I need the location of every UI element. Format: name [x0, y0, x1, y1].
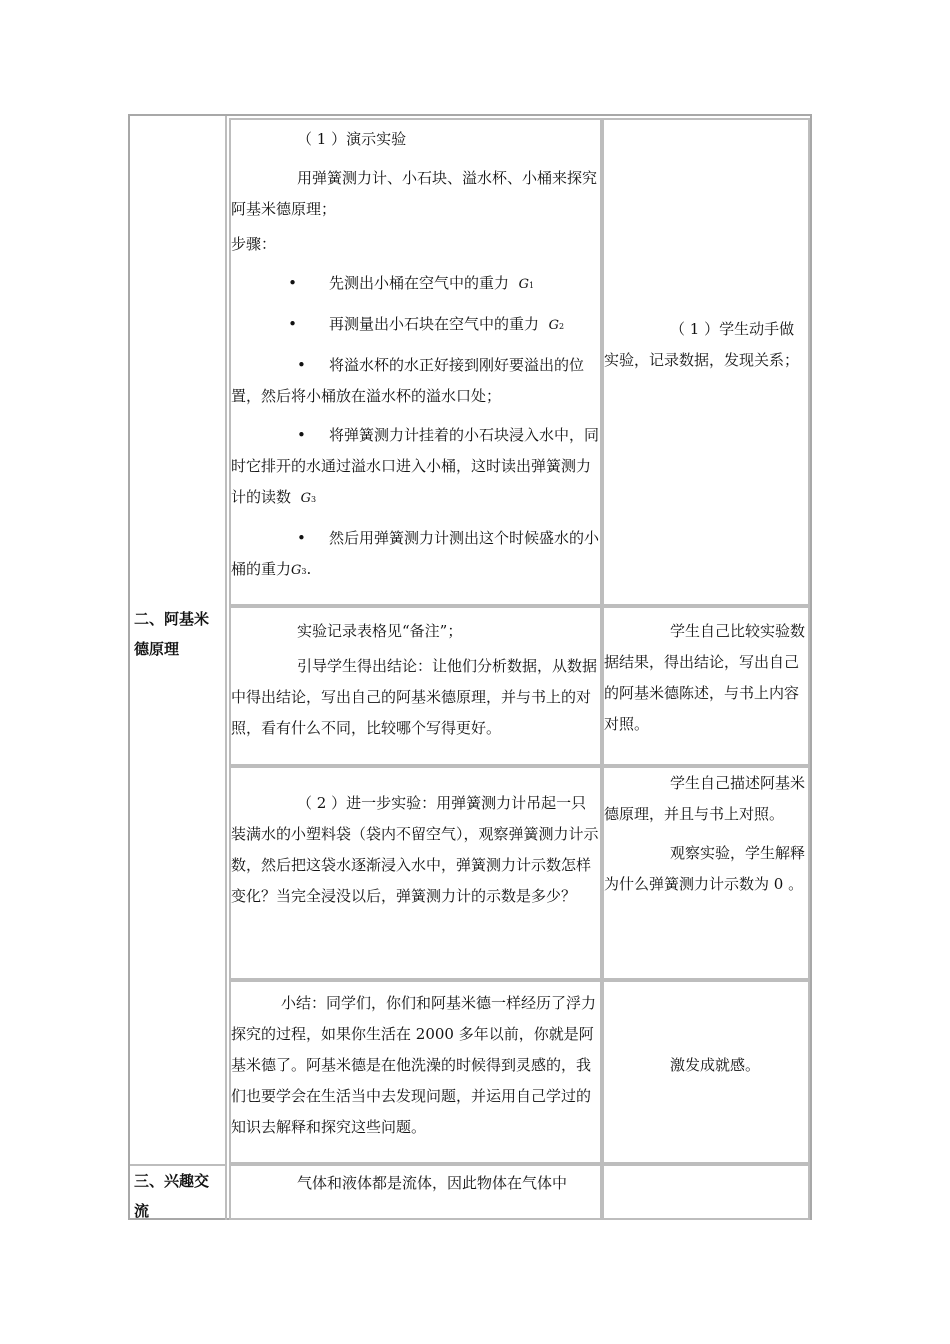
summary: 小结：同学们，你们和阿基米德一样经历了浮力探究的过程，如果你生活在 2000 多年以前，你就是阿基米德了。阿基米德是在他洗澡的时候得到灵感的，我们也要学会在生活当中去发现问题，并运用自己学过的知识去解释和探究这些问题。 [231, 994, 597, 1136]
student-activity: 观察实验，学生解释为什么弹簧测力计示数为 0 。 [604, 844, 806, 893]
section-cell-archimedes [130, 116, 227, 1166]
bullet-icon: • [288, 315, 297, 333]
demo-title: （ 1 ）演示实验 [297, 130, 407, 148]
step-item: • 将弹簧测力计挂着的小石块浸入水中，同时它排开的水通过溢水口进入小桶，这时读出弹簧测力计的读数 G3 [231, 420, 600, 515]
bullet-icon: • [297, 529, 306, 547]
student-activity: 学生自己比较实验数据结果，得出结论，写出自己的阿基米德陈述，与书上内容对照。 [604, 622, 806, 733]
steps-label: 步骤： [231, 235, 277, 253]
fluid-intro: 气体和液体都是流体，因此物体在气体中 [297, 1174, 568, 1192]
row3-content-cell [229, 766, 602, 980]
row1-student-cell [602, 118, 810, 606]
row2-student-cell [602, 606, 810, 766]
row1-content-cell [229, 118, 602, 606]
further-experiment: （ 2 ）进一步实验：用弹簧测力计吊起一只装满水的小塑料袋（袋内不留空气），观察弹簧测力计示数，然后把这袋水逐渐浸入水中，弹簧测力计示数怎样变化？当完全浸没以后，弹簧测力计的示数是多少？ [231, 794, 599, 905]
lesson-table [128, 114, 812, 1220]
bullet-icon: • [297, 426, 306, 444]
student-activity: 激发成就感。 [670, 1056, 761, 1074]
guide-conclusion: 引导学生得出结论：让他们分析数据，从数据中得出结论，写出自己的阿基米德原理，并与书上的对照，看有什么不同，比较哪个写得更好。 [231, 657, 598, 737]
section-label: 三、兴趣交流 [134, 1172, 210, 1220]
bullet-icon: • [288, 274, 297, 292]
row5-student-cell [602, 1164, 810, 1220]
section-cell-interest [130, 1164, 227, 1220]
student-activity: （ 1 ）学生动手做实验，记录数据，发现关系； [604, 320, 800, 369]
step-item: • 再测量出小石块在空气中的重力 G2 [231, 309, 600, 342]
bullet-icon: • [297, 356, 306, 374]
row3-student-cell [602, 766, 810, 980]
record-note: 实验记录表格见“备注”； [297, 622, 463, 640]
row2-content-cell [229, 606, 602, 766]
row4-student-cell [602, 980, 810, 1164]
student-activity: 学生自己描述阿基米德原理，并且与书上对照。 [604, 774, 806, 823]
section-label: 二、阿基米德原理 [134, 610, 210, 658]
step-item: • 然后用弹簧测力计测出这个时候盛水的小桶的重力G3. [231, 523, 600, 587]
row4-content-cell [229, 980, 602, 1164]
demo-intro: 用弹簧测力计、小石块、溢水杯、小桶来探究阿基米德原理； [231, 169, 598, 218]
row5-content-cell [229, 1164, 602, 1220]
step-item: • 先测出小桶在空气中的重力 G1 [231, 268, 600, 301]
step-item: • 将溢水杯的水正好接到刚好要溢出的位置，然后将小桶放在溢水杯的溢水口处； [231, 350, 600, 412]
